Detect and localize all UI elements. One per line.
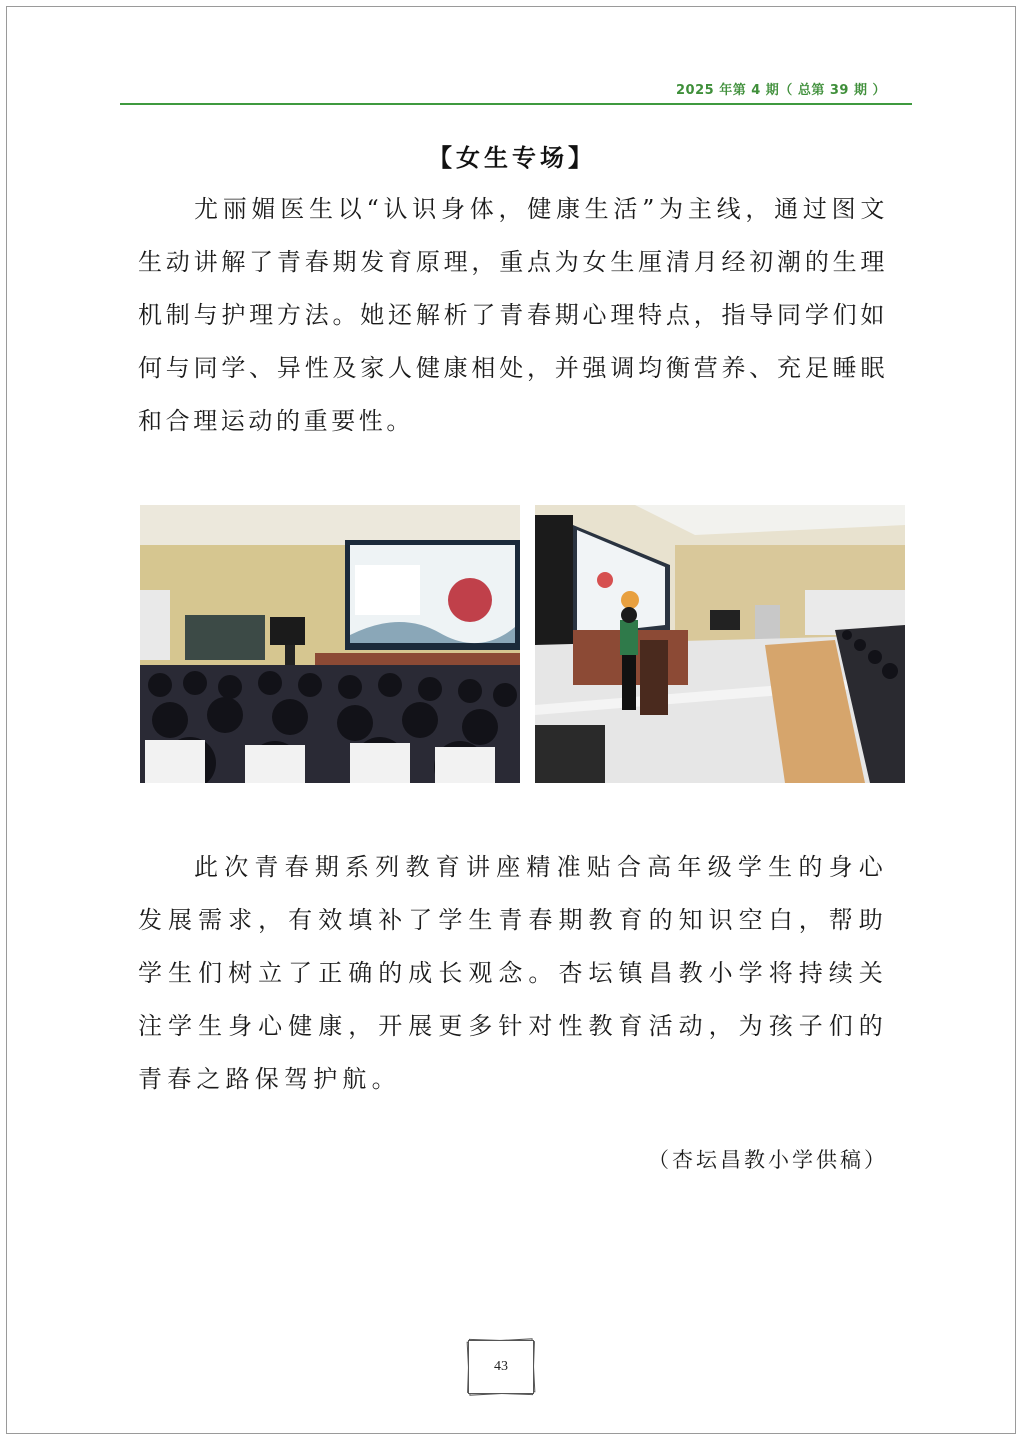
speaker-podium-photo [535, 505, 905, 783]
header-rule [120, 103, 912, 105]
paragraph-intro: 尤丽媚医生以“认识身体，健康生活”为主线，通过图文生动讲解了青春期发育原理，重点为女生厘清月经初潮的生理机制与护理方法。她还解析了青春期心理特点，指导同学们如何与同学、异性及家人健康相处，并强调均衡营养、充足睡眠和合理运动的重要性。 [138, 195, 888, 435]
source-credit: （杏坛昌教小学供稿） [648, 1148, 888, 1172]
section-title: 【女生专场】 [428, 144, 596, 172]
lecture-hall-photo [140, 505, 520, 783]
paragraph-summary: 此次青春期系列教育讲座精准贴合高年级学生的身心发展需求，有效填补了学生青春期教育的知识空白，帮助学生们树立了正确的成长观念。杏坛镇昌教小学将持续关注学生身心健康，开展更多针对性教育活动，为孩子们的青春之路保驾护航。 [138, 853, 888, 1093]
page-number-text: 43 [494, 1359, 508, 1374]
page-number [468, 1340, 534, 1394]
issue-header: 2025 年第 4 期（ 总第 39 期 ） [676, 83, 886, 98]
